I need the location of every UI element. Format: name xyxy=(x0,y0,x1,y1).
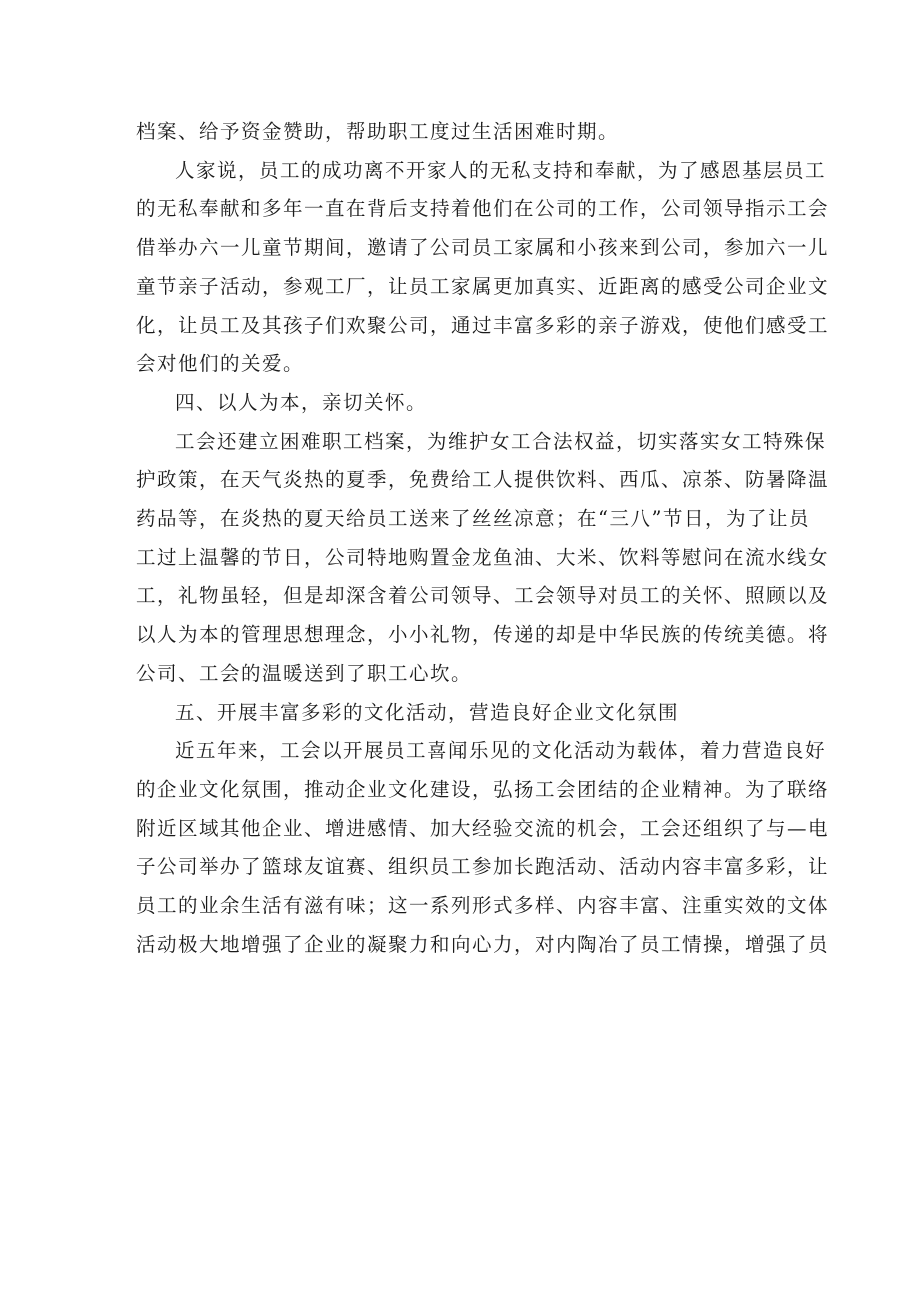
text-line: 以人为本的管理思想理念，小小礼物，传递的却是中华民族的传统美德。将 xyxy=(136,623,830,647)
text-line: 活动极大地增强了企业的凝聚力和向心力，对内陶冶了员工情操，增强了员 xyxy=(136,932,830,956)
text-line: 工，礼物虽轻，但是却深含着公司领导、工会领导对员工的关怀、照顾以及 xyxy=(136,584,830,608)
paragraph-care xyxy=(136,423,830,694)
text-line: 护政策，在天气炎热的夏季，免费给工人提供饮料、西瓜、凉茶、防暑降温 xyxy=(136,468,830,492)
text-line: 童节亲子活动，参观工厂，让员工家属更加真实、近距离的感受公司企业文 xyxy=(136,274,830,298)
text-line: 的无私奉献和多年一直在背后支持着他们在公司的工作，公司领导指示工会 xyxy=(136,197,830,221)
text-line: 近五年来，工会以开展员工喜闻乐见的文化活动为载体，着力营造良好 xyxy=(175,739,827,763)
paragraph-continuation xyxy=(136,113,792,152)
heading-line: 四、以人为本，亲切关怀。 xyxy=(175,390,428,414)
text-line: 工会还建立困难职工档案，为维护女工合法权益，切实落实女工特殊保 xyxy=(175,429,827,453)
heading-line: 五、开展丰富多彩的文化活动，营造良好企业文化氛围 xyxy=(175,700,680,724)
text-line: 附近区域其他企业、增进感情、加大经验交流的机会，工会还组织了与—电 xyxy=(136,816,830,840)
paragraph-family-support xyxy=(136,152,830,384)
text-line: 子公司举办了篮球友谊赛、组织员工参加长跑活动、活动内容丰富多彩，让 xyxy=(136,855,830,879)
document-body xyxy=(136,113,830,964)
text-line: 借举办六一儿童节期间，邀请了公司员工家属和小孩来到公司，参加六一儿 xyxy=(136,236,830,260)
text-line: 员工的业余生活有滋有味；这一系列形式多样、内容丰富、注重实效的文体 xyxy=(136,894,830,918)
text-line: 会对他们的关爱。 xyxy=(136,352,305,376)
section-heading-4 xyxy=(136,384,792,423)
section-heading-5 xyxy=(136,694,792,733)
text-line: 化，让员工及其孩子们欢聚公司，通过丰富多彩的亲子游戏，使他们感受工 xyxy=(136,313,830,337)
text-line: 人家说，员工的成功离不开家人的无私支持和奉献，为了感恩基层员工 xyxy=(175,158,827,182)
text-line: 公司、工会的温暖送到了职工心坎。 xyxy=(136,661,473,685)
paragraph-culture xyxy=(136,732,830,964)
text-line: 工过上温馨的节日，公司特地购置金龙鱼油、大米、饮料等慰问在流水线女 xyxy=(136,545,830,569)
text-line: 的企业文化氛围，推动企业文化建设，弘扬工会团结的企业精神。为了联络 xyxy=(136,777,830,801)
text-line: 药品等，在炎热的夏天给员工送来了丝丝凉意；在“三八”节日，为了让员 xyxy=(136,507,810,531)
text-line: 档案、给予资金赞助，帮助职工度过生活困难时期。 xyxy=(136,120,620,143)
